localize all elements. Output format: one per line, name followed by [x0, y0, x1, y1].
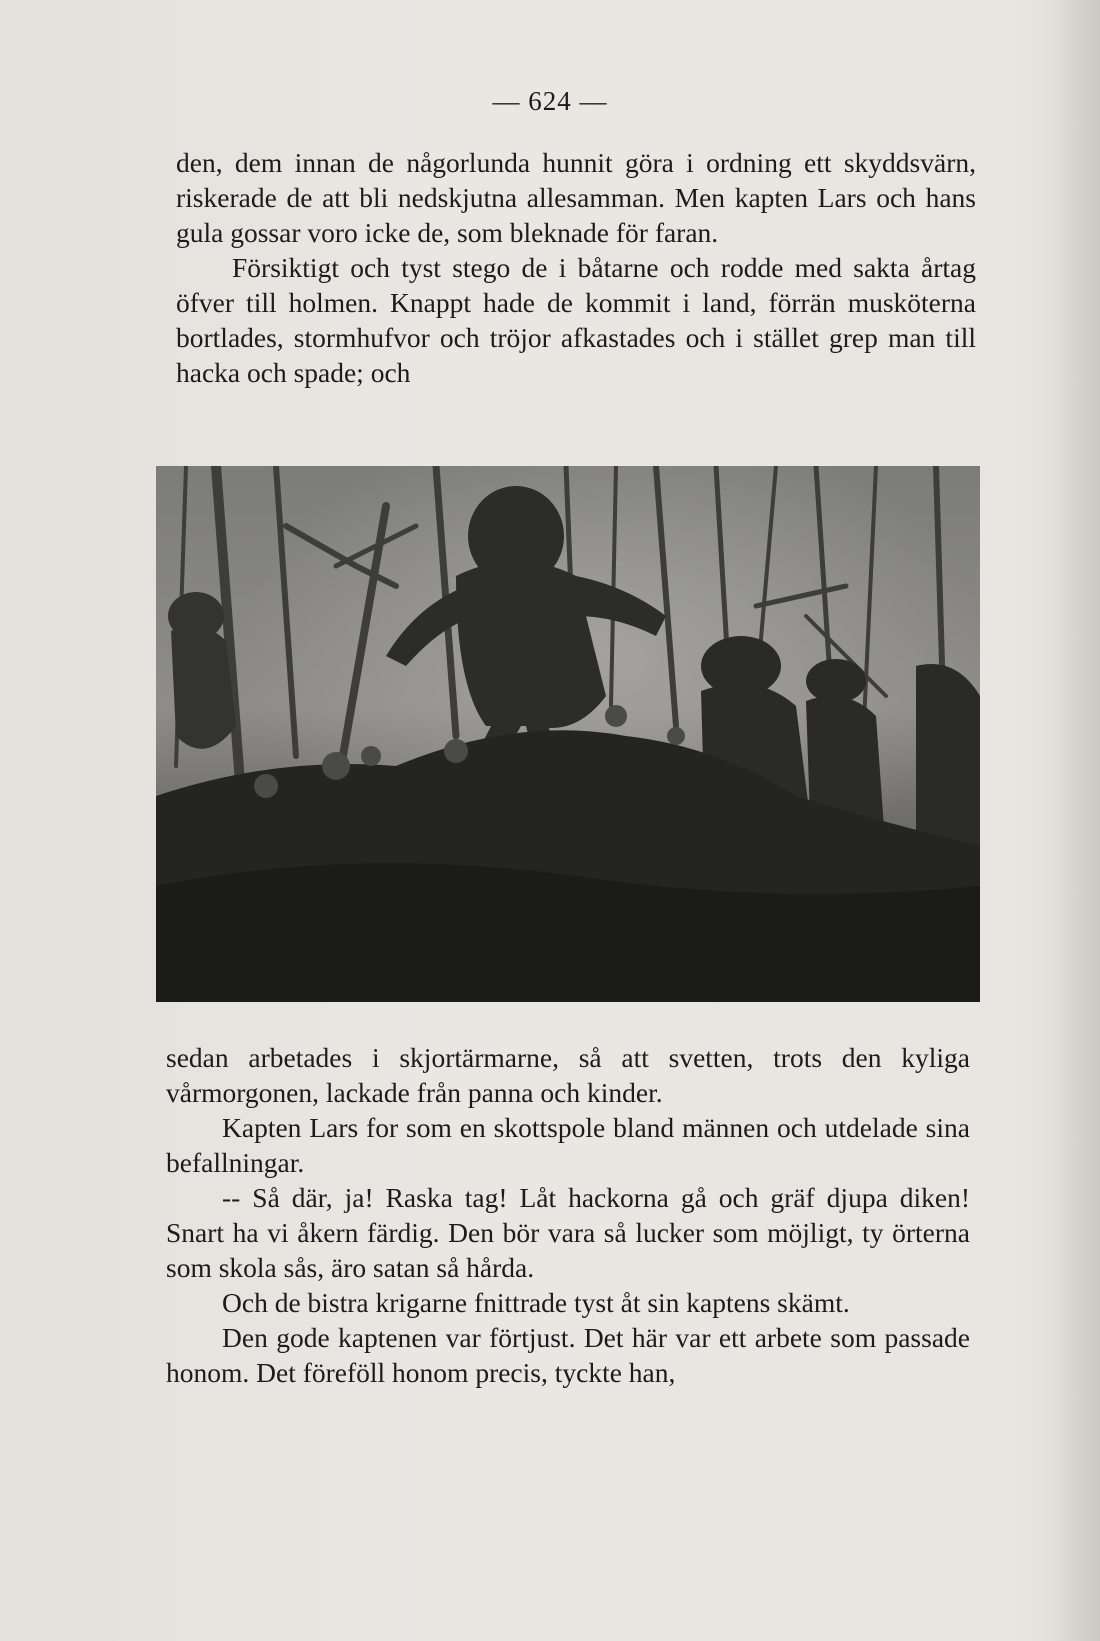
paragraph: den, dem innan de någorlunda hunnit göra i ordning ett skyddsvärn, riskerade de att bli nedskjutna allesamman. Men kapten Lars och hans gula gossar voro icke de, som bleknade för faran. [176, 147, 976, 248]
text-block-top [176, 145, 976, 390]
page-edge-shadow [1050, 0, 1100, 1641]
paragraph: -- Så där, ja! Raska tag! Låt hackorna gå och gräf djupa diken! Snart ha vi åkern färdig. Den bör vara så lucker som möjligt, ty örterna som skola sås, äro satan så hårda. [166, 1182, 970, 1283]
page-number: — 624 — [492, 86, 608, 116]
text-block-bottom [166, 1040, 970, 1390]
paragraph: Den gode kaptenen var förtjust. Det här var ett arbete som passade honom. Det föreföll honom precis, tyckte han, [166, 1322, 970, 1388]
paragraph: Kapten Lars for som en skottspole bland männen och utdelade sina befallningar. [166, 1112, 970, 1178]
paragraph: Och de bistra krigarne fnittrade tyst åt sin kaptens skämt. [222, 1287, 850, 1318]
paragraph: sedan arbetades i skjortärmarne, så att svetten, trots den kyliga vårmorgonen, lackade från panna och kinder. [166, 1042, 970, 1108]
forest-figures-illustration [156, 466, 980, 1002]
paragraph: Försiktigt och tyst stego de i båtarne och rodde med sakta årtag öfver till holmen. Knappt hade de kommit i land, förrän musköterna bortlades, stormhufvor och tröjor afkastades och i stället grep man till hacka och spade; och [176, 252, 976, 388]
